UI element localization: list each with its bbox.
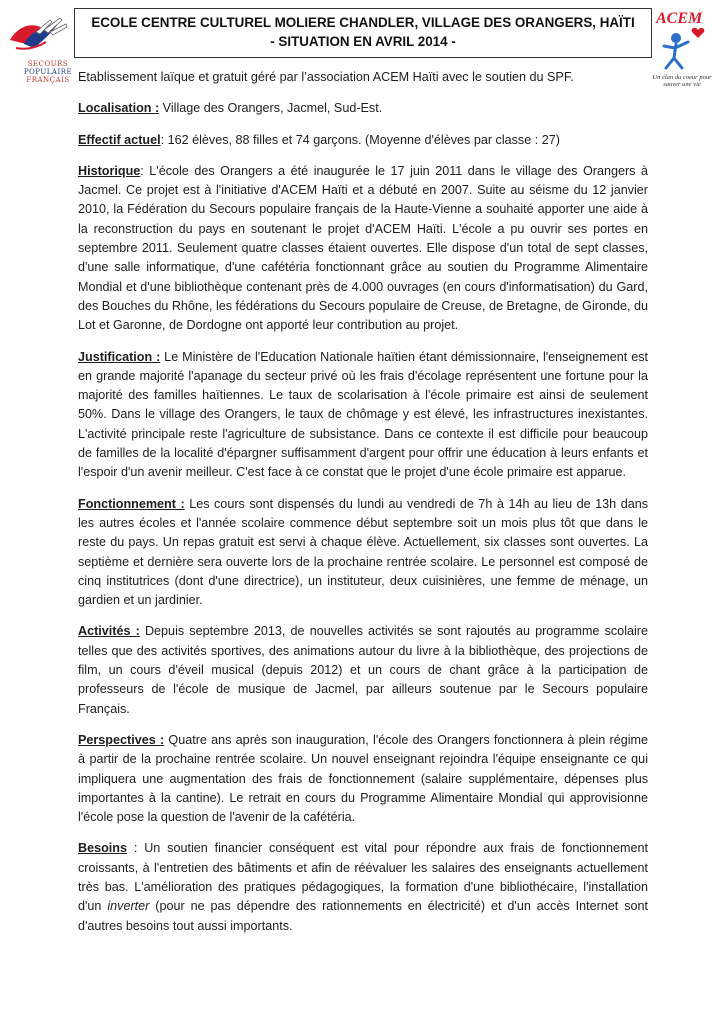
document-body (78, 68, 648, 948)
label-localisation: Localisation : (78, 101, 160, 116)
running-figure-icon (646, 6, 716, 76)
text-localisation: Village des Orangers, Jacmel, Sud-Est. (159, 101, 383, 116)
section-activites (78, 622, 648, 718)
section-historique (78, 162, 648, 336)
section-justification (78, 348, 648, 483)
text-perspectives: Quatre ans après son inauguration, l'école des Orangers fonctionnera à plein régime à partir de la prochaine rentrée scolaire. Un nouvel enseignant rejoindra l'équipe enseignante ce qui impliquera une augmentation des frais de fonctionnement (salaire supplémentaire, dépenses plus importantes à la cantine). Le retrait en cours du Programme Alimentaire Mondial qui approvisionne l'école pose la question de l'avenir de la cafétéria. (78, 732, 648, 825)
spf-text-line1: SECOURS (27, 60, 69, 68)
intro-paragraph: Etablissement laïque et gratuit géré par l’association ACEM Haïti avec le soutien du SPF. (78, 70, 574, 84)
text-effectif: : 162 élèves, 88 filles et 74 garçons. (Moyenne d'élèves par classe : 27) (160, 132, 560, 147)
spf-text-line3: FRANÇAIS (26, 76, 70, 84)
section-localisation (78, 99, 648, 118)
section-effectif (78, 131, 648, 150)
document-title-box (74, 8, 652, 58)
text-besoins-after: (pour ne pas dépendre des rationnements en électricité) et d'un accès Internet sont d'autres besoins tout aussi importants. (78, 899, 648, 933)
hand-bird-icon (6, 14, 70, 64)
secours-populaire-logo (6, 14, 73, 84)
document-title: ECOLE CENTRE CULTUREL MOLIERE CHANDLER, VILLAGE DES ORANGERS, HAÏTI (91, 15, 635, 30)
acem-logo-word: ACEM (656, 10, 703, 27)
text-historique: : L'école des Orangers a été inaugurée le 17 juin 2011 dans le village des Orangers à Jacmel. Ce projet est à l'initiative d'ACEM Haïti et a débuté en 2007. Suite au séisme du 12 janvier 2010, la Fédération du Secours populaire français de la Haute-Vienne a souhaité apporter une aide à la reconstruction du pays en soutenant le projet d'ACEM Haïti. L'école a pu ouvrir ses portes en septembre 2011. Seulement quatre classes étaient ouvertes. Elle dispose d'un total de sept classes, d'une salle informatique, d'une cafétéria fonctionnant grâce au soutien du Programme Alimentaire Mondial et d'une bibliothèque contenant près de 4.000 ouvrages (en cours d'informatisation) du Gard, des Bouches du Rhône, les fédérations du Secours populaire de Creuse, de Bretagne, de Gironde, du Lot et Garonne, de Dordogne ont apporté leur contribution au projet. (78, 163, 648, 333)
spf-text-line2: POPULAIRE (23, 68, 73, 76)
text-besoins-italic: inverter (107, 899, 150, 914)
document-subtitle: - SITUATION EN AVRIL 2014 - (270, 34, 456, 49)
label-fonctionnement: Fonctionnement : (78, 496, 185, 511)
label-effectif: Effectif actuel (78, 132, 161, 147)
label-activites: Activités : (78, 624, 140, 639)
text-fonctionnement: Les cours sont dispensés du lundi au vendredi de 7h à 14h au lieu de 13h dans les autres écoles et l'année scolaire commence début septembre soit un mois plus tôt que dans le reste du pays. Un repas gratuit est servi à chaque élève. Actuellement, six classes sont ouvertes. La septième et dernière sera ouverte lors de la prochaine rentrée scolaire. Le personnel est composé de cinq institutrices (dont d'une directrice), un instituteur, deux cuisinières, une femme de ménage, un gardien et un jardinier. (78, 496, 648, 608)
label-besoins: Besoins (78, 841, 127, 856)
label-justification: Justification : (78, 349, 161, 364)
section-perspectives (78, 731, 648, 827)
label-perspectives: Perspectives : (78, 732, 165, 747)
acem-logo-tagline: Un élan du coeur pour sauver une vie (652, 74, 712, 88)
text-justification: Le Ministère de l'Education Nationale haïtien étant démissionnaire, l'enseignement est en grande majorité l'apanage du secteur privé où les frais d'écolage représentent une fortune pour la majorité des familles haïtiennes. Le taux de scolarisation à l'école primaire est ainsi de seulement 50%. Dans le village des Orangers, le taux de chômage y est élevé, les infrastructures inexistantes. L'activité principale reste l'agriculture de subsistance. Dans ce contexte il est difficile pour beaucoup de familles de la localité d'épargner suffisamment d'argent pour offrir une éducation à leurs enfants et l'espoir d'un avenir meilleur. C'est face à ce constat que le projet d'une école primaire est apparue. (78, 349, 648, 480)
spf-logo-text (20, 60, 76, 84)
text-besoins-before: : Un soutien financier conséquent est vital pour répondre aux frais de fonctionnement croissants, à l'entretien des bâtiments et afin de réévaluer les salaires des enseignants actuellement très bas. L'amélioration des pratiques pédagogiques, la formation d'une bibliothécaire, l'installation d'un (78, 841, 648, 914)
label-historique: Historique (78, 163, 141, 178)
acem-logo (646, 6, 716, 98)
section-besoins (78, 839, 648, 935)
section-fonctionnement (78, 495, 648, 611)
text-activites: Depuis septembre 2013, de nouvelles activités se sont rajoutés au programme scolaire telles que des activités sportives, des animations autour du livre à la bibliothèque, des projections de film, un cours d'éveil musical (depuis 2012) et un cours de chant grâce à la participation de professeurs de l'école de musique de Jacmel, par ailleurs soutenue par le Secours populaire Français. (78, 624, 648, 716)
